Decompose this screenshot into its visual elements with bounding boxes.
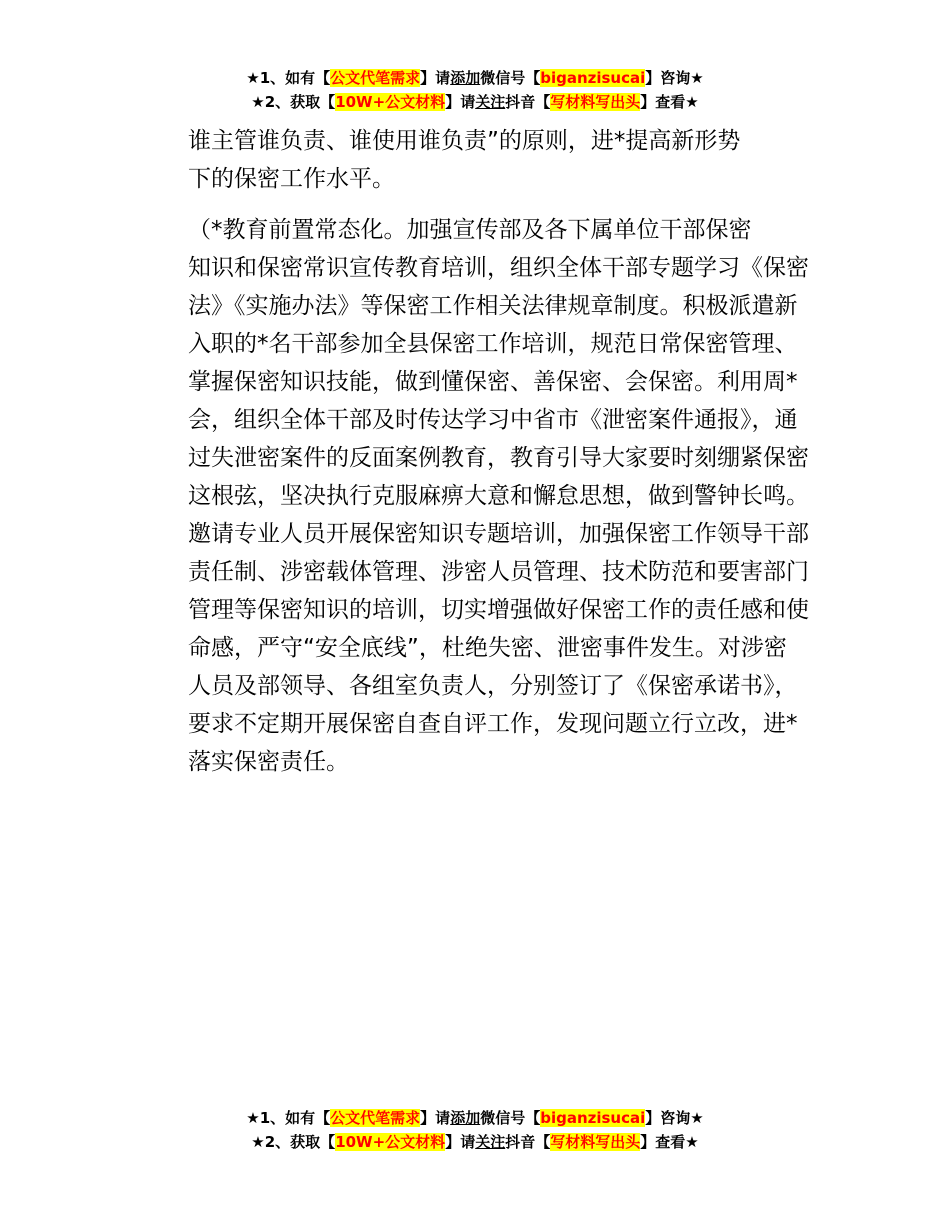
header-banner [0,66,950,114]
banner-text: ★2、获取【 [251,93,336,111]
paragraph-principle [140,122,812,198]
text-line: 这根弦，坚决执行克服麻痹大意和懈怠思想，做到警钟长鸣。 [188,483,809,509]
banner-text: ★1、如有【 [246,69,331,87]
banner-text: 】请 [420,69,451,87]
underlined-add: 添加 [450,69,481,87]
banner-text: ★1、如有【 [246,1109,331,1127]
text-line: 过失泄密案件的反面案例教育，教育引导大家要时刻绷紧保密 [188,445,809,471]
highlight-materials: 10W+公文材料 [335,1133,446,1151]
highlight-materials: 10W+公文材料 [335,93,446,111]
document-body [140,122,812,781]
banner-text: 抖音【 [505,93,551,111]
text-line: 入职的*名干部参加全县保密工作培训，规范日常保密管理、 [188,331,798,357]
text-line: 谁主管谁负责、谁使用谁负责”的原则，进*提高新形势 [188,128,741,154]
text-line: 管理等保密知识的培训，切实增强做好保密工作的责任感和使 [188,597,809,623]
highlight-service: 公文代笔需求 [330,69,421,87]
highlight-douyin-account: 写材料写出头 [550,1133,641,1151]
banner-text: 】查看★ [640,1133,699,1151]
text-line: 会，组织全体干部及时传达学习中省市《泄密案件通报》，通 [188,407,798,433]
text-line: 掌握保密知识技能，做到懂保密、善保密、会保密。利用周* [188,369,798,395]
banner-text: ★2、获取【 [251,1133,336,1151]
text-line: 邀请专业人员开展保密知识专题培训，加强保密工作领导干部 [188,521,809,547]
banner-line-service [0,1106,950,1130]
banner-line-service [0,66,950,90]
text-line: （*教育前置常态化。加强宣传部及各下属单位干部保密 [188,217,752,243]
banner-line-materials [0,1130,950,1154]
highlight-service: 公文代笔需求 [330,1109,421,1127]
banner-text: 】请 [445,93,476,111]
paragraph-education [140,211,812,781]
banner-text: 】请 [445,1133,476,1151]
text-line: 责任制、涉密载体管理、涉密人员管理、技术防范和要害部门 [188,559,809,585]
banner-text: 微信号【 [480,69,541,87]
banner-text: 微信号【 [480,1109,541,1127]
banner-text: 抖音【 [505,1133,551,1151]
highlight-wechat-id: biganzisucai [540,1109,646,1127]
underlined-follow: 关注 [475,93,506,111]
banner-text: 】查看★ [640,93,699,111]
banner-text: 】咨询★ [645,69,704,87]
text-line: 落实保密责任。 [188,749,349,775]
text-line: 要求不定期开展保密自查自评工作，发现问题立行立改，进* [188,711,798,737]
footer-banner [0,1106,950,1154]
banner-text: 】咨询★ [645,1109,704,1127]
underlined-follow: 关注 [475,1133,506,1151]
text-line: 人员及部领导、各组室负责人，分别签订了《保密承诺书》， [188,673,798,699]
underlined-add: 添加 [450,1109,481,1127]
banner-line-materials [0,90,950,114]
highlight-wechat-id: biganzisucai [540,69,646,87]
banner-text: 】请 [420,1109,451,1127]
text-line: 法》《实施办法》等保密工作相关法律规章制度。积极派遣新 [188,293,798,319]
text-line: 下的保密工作水平。 [188,166,395,192]
text-line: 命感，严守“安全底线”，杜绝失密、泄密事件发生。对涉密 [188,635,787,661]
highlight-douyin-account: 写材料写出头 [550,93,641,111]
text-line: 知识和保密常识宣传教育培训，组织全体干部专题学习《保密 [188,255,809,281]
